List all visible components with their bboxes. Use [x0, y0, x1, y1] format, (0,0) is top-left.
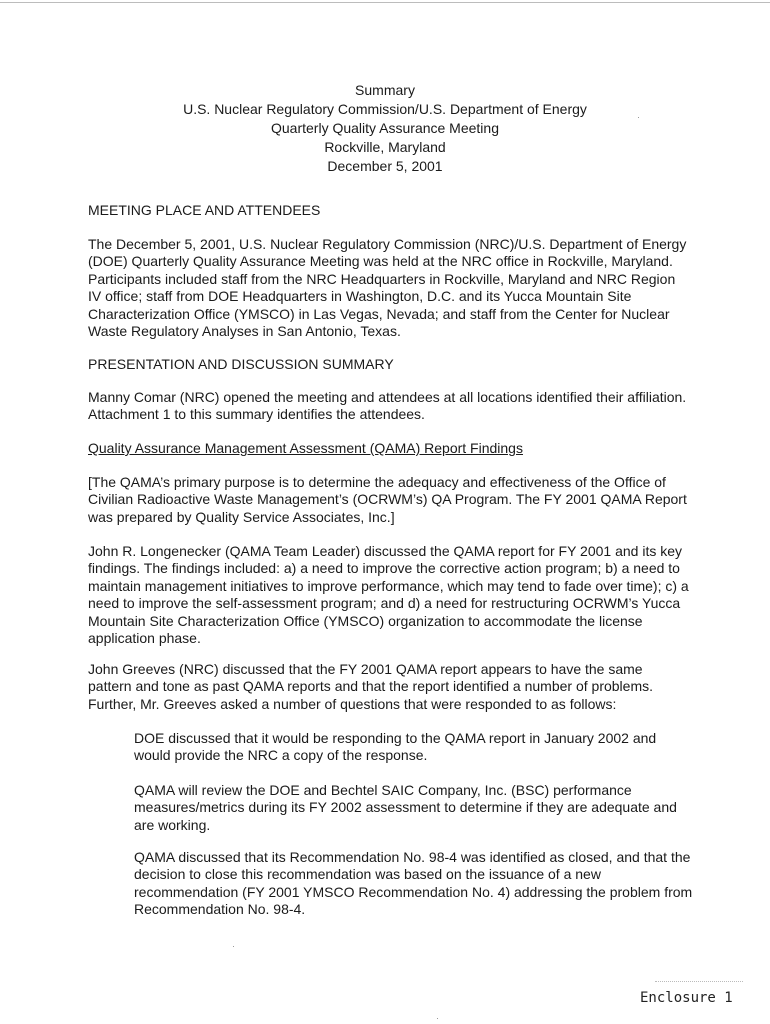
scan-speck	[233, 946, 234, 947]
scan-artifact-dash	[655, 981, 743, 982]
header-summary: Summary	[355, 82, 415, 98]
header-agencies: U.S. Nuclear Regulatory Commission/U.S. Department of Energy	[183, 101, 587, 117]
presentation-heading: PRESENTATION AND DISCUSSION SUMMARY	[88, 356, 394, 372]
qama-heading: Quality Assurance Management Assessment (QAMA) Report Findings	[88, 440, 523, 456]
scan-edge-line	[0, 2, 770, 3]
response-item-3: QAMA discussed that its Recommendation No. 98-4 was identified as closed, and that the decision to close this recommendation was based on the issuance of a new recommendation (FY 2001 YMSCO Recommendation No. 4) addressing the problem from Recommendation No. 98-4.	[134, 849, 693, 918]
response-item-2: QAMA will review the DOE and Bechtel SAIC Company, Inc. (BSC) performance measures/metrics during its FY 2002 assessment to determine if they are adequate and are working.	[134, 782, 677, 833]
header-meeting-title: Quarterly Quality Assurance Meeting	[271, 120, 499, 136]
enclosure-label: Enclosure 1	[640, 990, 733, 1006]
header-location: Rockville, Maryland	[324, 139, 446, 155]
document-header	[0, 81, 770, 176]
header-date: December 5, 2001	[327, 158, 443, 174]
meeting-place-heading: MEETING PLACE AND ATTENDEES	[88, 202, 321, 218]
scan-speck	[638, 117, 639, 118]
qama-purpose-paragraph: [The QAMA’s primary purpose is to determine the adequacy and effectiveness of the Office of Civilian Radioactive Waste Management’s (OCRWM’s) QA Program. The FY 2001 QAMA Report was prepared by Quality Service Associates, Inc.]	[88, 474, 687, 525]
qama-findings-paragraph: John R. Longenecker (QAMA Team Leader) discussed the QAMA report for FY 2001 and its key findings. The findings included: a) a need to improve the corrective action program; b) a need to maintain management initiatives to improve performance, which may tend to fade over time); c) a need to improve the self-assessment program; and d) a need for restructuring OCRWM’s Yucca Mountain Site Characterization Office (YMSCO) organization to accommodate the license application phase.	[88, 543, 689, 647]
presentation-paragraph: Manny Comar (NRC) opened the meeting and attendees at all locations identified their affiliation. Attachment 1 to this summary identifies the attendees.	[88, 389, 687, 423]
response-item-1: DOE discussed that it would be responding to the QAMA report in January 2002 and would provide the NRC a copy of the response.	[134, 730, 657, 764]
greeves-paragraph: John Greeves (NRC) discussed that the FY 2001 QAMA report appears to have the same pattern and tone as past QAMA reports and that the report identified a number of problems. Further, Mr. Greeves asked a number of questions that were responded to as follows:	[88, 661, 653, 712]
meeting-place-paragraph: The December 5, 2001, U.S. Nuclear Regulatory Commission (NRC)/U.S. Department of Energy (DOE) Quarterly Quality Assurance Meeting was held at the NRC office in Rockville, Maryland. Participants included staff from the NRC Headquarters in Rockville, Maryland and NRC Region IV office; staff from DOE Headquarters in Washington, D.C. and its Yucca Mountain Site Characterization Office (YMSCO) in Las Vegas, Nevada; and staff from the Center for Nuclear Waste Regulatory Analyses in San Antonio, Texas.	[88, 236, 687, 340]
scan-speck	[437, 1018, 438, 1019]
